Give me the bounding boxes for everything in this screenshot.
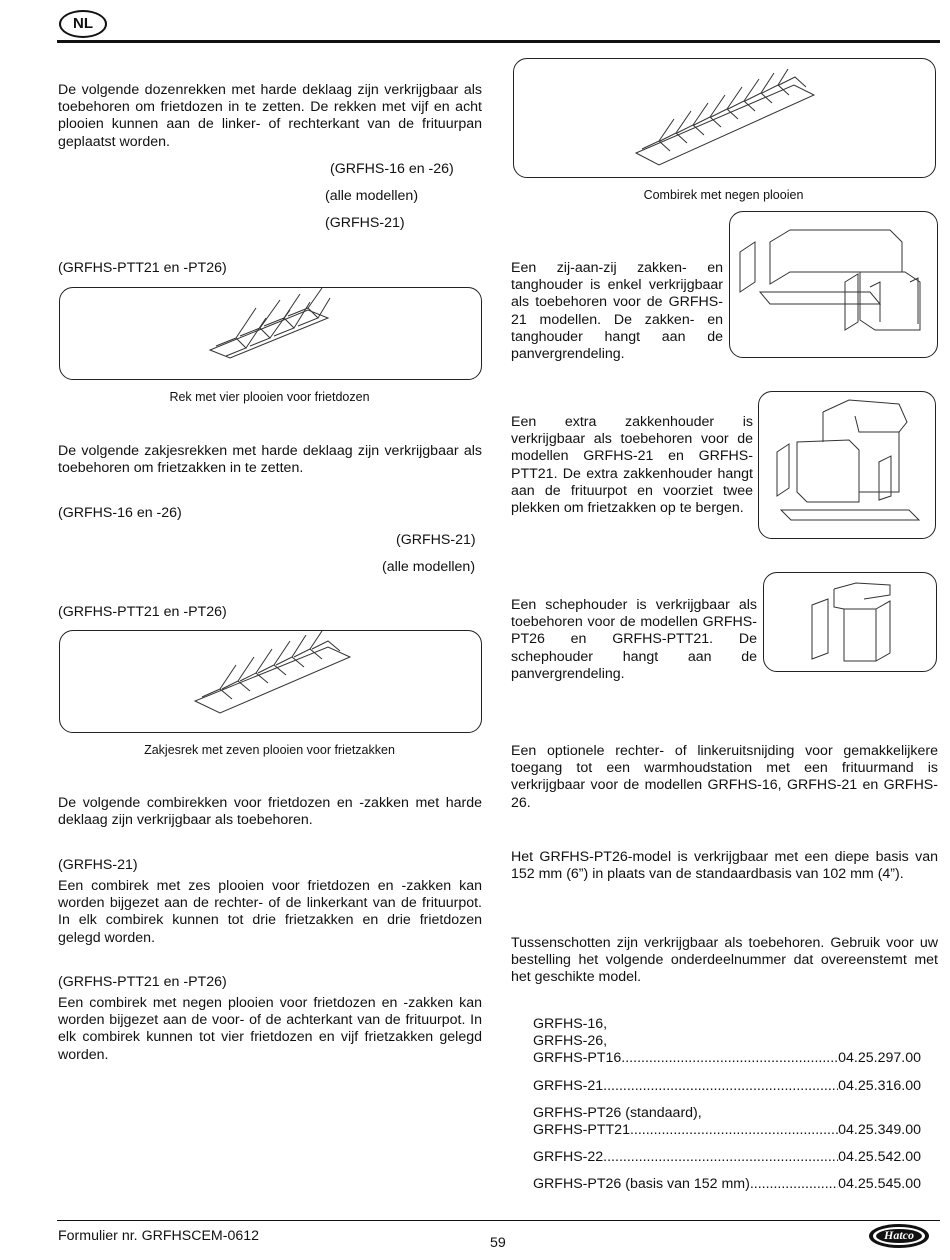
combi6-text: Een combirek met zes plooien voor frietdozen en -zakken kan worden bijgezet aan de rechter- of de linkerkant van de frituurpot. In elk combirek kunnen tot drie frietzakken en drie frietdozen gelegd worden.: [58, 878, 482, 946]
cutout-text: Een optionele rechter- of linkeruitsnijding voor gemakkelijkere toegang tot een warmhoudstation met een frituurmand is verkrijgbaar voor de modellen GRFHS-16, GRFHS-21 en GRFHS-26.: [511, 743, 938, 811]
model-label: (GRFHS-21): [58, 857, 138, 873]
parts-list-item: [533, 1176, 921, 1193]
intro-boxes-text: De volgende dozenrekken met harde deklaag zijn verkrijgbaar als toebehoren om frietdozen in te zetten. De rekken met vijf en acht plooien kunnen aan de linker- of rechterkant van de frituurpan geplaatst worden.: [58, 82, 482, 150]
model-label: (GRFHS-21): [396, 532, 476, 548]
part-model-line: GRFHS-16,: [533, 1016, 608, 1032]
leader-dots: [621, 1050, 838, 1067]
leader-dots: [603, 1078, 838, 1095]
part-number: 04.25.349.00: [838, 1122, 921, 1139]
intro-combi-text: De volgende combirekken voor frietdozen en -zakken met harde deklaag zijn verkrijgbaar als toebehoren.: [58, 795, 482, 829]
parts-list-item: [533, 1105, 921, 1139]
model-label: (GRFHS-16 en -26): [58, 505, 182, 521]
rack-9-illustration: [514, 59, 935, 177]
part-model: GRFHS-21: [533, 1077, 604, 1094]
side-holder-illustration: [730, 212, 937, 357]
part-model: GRFHS-22: [533, 1149, 604, 1166]
parts-list-item: [533, 1149, 921, 1166]
page-number: 59: [490, 1235, 506, 1251]
figure-caption: Combirek met negen plooien: [643, 188, 804, 202]
leader-dots: [630, 1122, 838, 1139]
pt26-text: Het GRFHS-PT26-model is verkrijgbaar met een diepe basis van 152 mm (6”) in plaats van de standaardbasis van 102 mm (4”).: [511, 849, 938, 883]
part-number: 04.25.542.00: [838, 1149, 921, 1166]
parts-list-item: [533, 1078, 921, 1095]
figure-caption: Rek met vier plooien voor frietdozen: [169, 390, 370, 404]
parts-list-item: [533, 1016, 921, 1068]
header-rule: [57, 40, 940, 43]
rack-9-image-box: [513, 58, 936, 178]
figure-caption: Zakjesrek met zeven plooien voor frietzakken: [144, 743, 395, 757]
model-label: (alle modellen): [325, 188, 419, 204]
side-holder-text: Een zij-aan-zij zakken- en tanghouder is enkel verkrijgbaar als toebehoren voor de GRFHS-21 modellen. De zakken- en tanghouder hangt aan de panvergrendeling.: [511, 260, 723, 363]
extra-holder-image-box: [758, 391, 936, 539]
extra-holder-illustration: [759, 392, 935, 538]
scoop-holder-image-box: [763, 572, 937, 672]
intro-bags-text: De volgende zakjesrekken met harde deklaag zijn verkrijgbaar als toebehoren om frietzakken in te zetten.: [58, 443, 482, 477]
model-label: (GRFHS-PTT21 en -PT26): [58, 260, 227, 276]
part-model: GRFHS-PTT21: [533, 1122, 630, 1139]
model-label: (GRFHS-16 en -26): [330, 161, 454, 177]
model-label: (GRFHS-PTT21 en -PT26): [58, 604, 227, 620]
scoop-holder-illustration: [764, 573, 936, 671]
scoop-holder-text: Een schephouder is verkrijgbaar als toebehoren voor de modellen GRFHS-PT26 en GRFHS-PTT21. De schephouder hangt aan de panvergrendeling.: [511, 597, 757, 682]
rack-7-image-box: [59, 630, 482, 733]
dividers-text: Tussenschotten zijn verkrijgbaar als toebehoren. Gebruik voor uw bestelling het volgende onderdeelnummer dat overeenstemt met het geschikte model.: [511, 935, 938, 986]
side-holder-image-box: [729, 211, 938, 358]
hatco-logo: Hatco: [868, 1222, 930, 1250]
combi9-text: Een combirek met negen plooien voor frietdozen en -zakken kan worden bijgezet aan de voor- of de achterkant van de frituurpot. In elk combirek kunnen tot vier frietdozen en vijf frietzakken gelegd worden.: [58, 995, 482, 1063]
rack-4-image-box: [59, 287, 482, 380]
part-model-line: GRFHS-PT26 (standaard),: [533, 1104, 702, 1121]
model-label: (GRFHS-PTT21 en -PT26): [58, 974, 227, 990]
part-number: 04.25.316.00: [838, 1077, 921, 1094]
language-badge: NL: [59, 10, 107, 38]
part-number: 04.25.297.00: [838, 1050, 921, 1067]
form-number: Formulier nr. GRFHSCEM-0612: [58, 1228, 260, 1244]
part-number: 04.25.545.00: [838, 1176, 921, 1193]
model-label: (alle modellen): [382, 559, 476, 575]
footer-rule: [57, 1220, 940, 1221]
parts-list: [533, 1016, 921, 1194]
leader-dots: [603, 1149, 838, 1166]
part-model-line: GRFHS-26,: [533, 1033, 608, 1050]
part-model: GRFHS-PT16: [533, 1050, 622, 1067]
rack-4-illustration: [60, 288, 481, 379]
extra-holder-text: Een extra zakkenhouder is verkrijgbaar als toebehoren voor de modellen GRFHS-21 en GRFHS-PTT21. De extra zakkenhouder hangt aan de frituurpot en voorziet twee plekken om frietzakken op te bergen.: [511, 414, 753, 517]
part-model: GRFHS-PT26 (basis van 152 mm): [533, 1176, 750, 1193]
rack-7-illustration: [60, 631, 481, 732]
model-label: (GRFHS-21): [325, 215, 405, 231]
leader-dots: [750, 1176, 838, 1193]
